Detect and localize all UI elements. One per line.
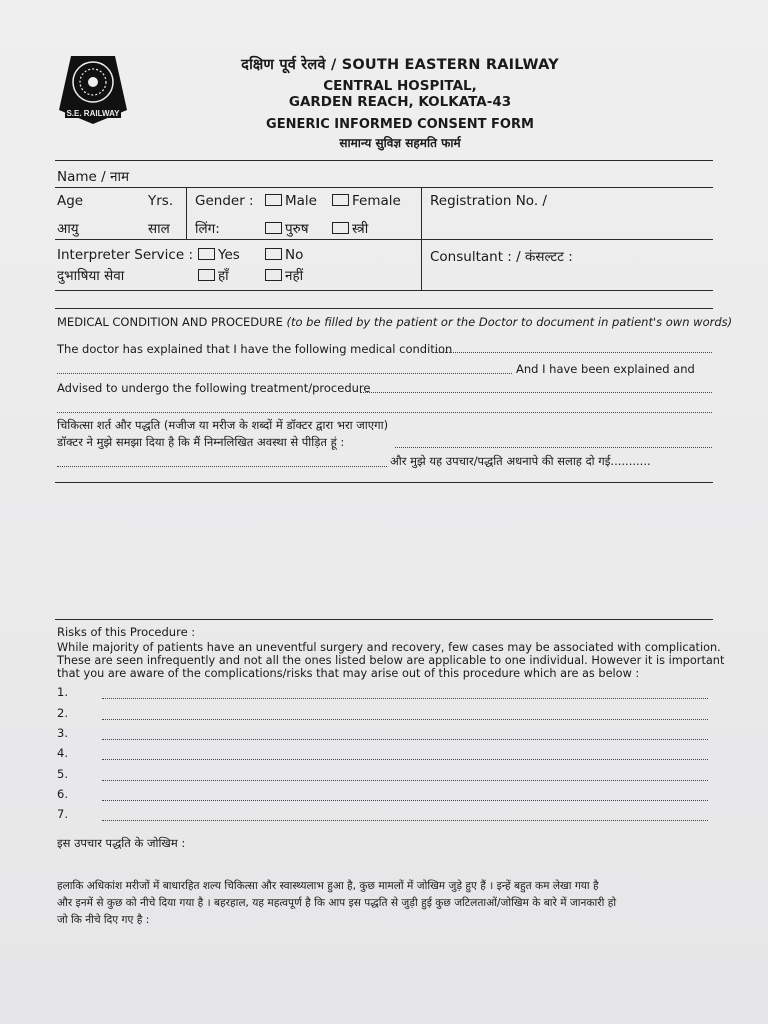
risks-hindi-line: हलाकि अधिकांश मरीजों में बाधारहित शल्य चिकित्सा और स्वास्थ्यलाभ हुआ है, कुछ मामलों में जोखिम जुड़े हुए हैं । इन्हें बहुत कम लेखा गया है [57,880,599,892]
risks-heading: Risks of this Procedure : [57,625,196,639]
risk-item-field[interactable] [102,759,708,760]
gender-label-hindi: लिंग: [195,221,220,237]
female-checkbox[interactable] [332,194,349,206]
medical-heading-note: (to be filled by the patient or the Doctor to document in patient's own words) [286,315,733,329]
address-line: GARDEN REACH, KOLKATA-43 [288,94,512,110]
risk-item-number: 7. [57,807,68,821]
yrs-label: Yrs. [148,193,174,209]
male-checkbox-hindi[interactable] [265,222,282,234]
yes-label: Yes [218,247,240,263]
condition-field-hindi[interactable] [395,447,712,448]
hospital-name [180,78,620,110]
risk-item-number: 6. [57,787,68,801]
age-label-hindi: आयु [57,221,79,237]
table-row-border [55,290,713,291]
female-option[interactable] [332,193,401,209]
railway-title: दक्षिण पूर्व रेलवे / SOUTH EASTERN RAILWAY [241,57,559,73]
procedure-line-hindi: और मुझे यह उपचार/पद्धति अधनापे की सलाह दो गई........... [390,454,651,468]
section-divider [55,619,713,620]
medical-heading-text: MEDICAL CONDITION AND PROCEDURE [57,315,283,329]
form-title-hindi: सामान्य सुविज्ञ सहमति फार्म [339,136,461,150]
risks-paragraph-hindi [57,878,616,929]
table-top-border [55,160,713,161]
logo-text: S.E. RAILWAY [66,109,120,118]
risk-item-field[interactable] [102,719,708,720]
risk-item-number: 5. [57,767,68,781]
section-border [55,308,713,309]
risk-item-number: 2. [57,706,68,720]
registration-label: Registration No. / [430,193,547,209]
risk-item-field[interactable] [102,820,708,821]
female-checkbox-hindi[interactable] [332,222,349,234]
risks-para-line: While majority of patients have an uneventful surgery and recovery, few cases may be associated with complication. [57,641,721,654]
procedure-field[interactable] [360,392,712,393]
male-label: Male [285,193,317,209]
medical-heading-hindi: चिकित्सा शर्त और पद्धति (मजीज या मरीज के शब्दों में डॉक्टर द्वारा भरा जाएगा) [57,418,389,432]
female-label: Female [352,193,401,209]
risk-item-field[interactable] [102,698,708,699]
gender-label: Gender : [195,193,254,209]
procedure-line: Advised to undergo the following treatment/procedure [57,381,371,395]
consultant-label: Consultant : / कंसल्टट : [430,249,573,265]
name-label: Name / नाम [57,169,130,185]
risks-heading-hindi: इस उपचार पद्धति के जोखिम : [57,836,186,850]
male-option-hindi[interactable] [265,219,309,237]
risks-hindi-line: जो कि नीचे दिए गए है : [57,914,150,926]
risk-item-number: 4. [57,746,68,760]
no-option[interactable] [265,247,303,263]
condition-field-continued[interactable] [57,373,512,374]
risk-item-number: 1. [57,685,68,699]
condition-line: The doctor has explained that I have the following medical condition [57,342,453,356]
risks-hindi-line: और इनमें से कुछ को नीचे दिया गया है । बहरहाल, यह महत्वपूर्ण है कि आप इस पद्धति से जुड़ी हुई कुछ जटिलताओं/जोखिम के बारे में जानकारी हो [57,897,617,909]
no-label: No [285,247,304,263]
yes-label-hindi: हाँ [218,268,229,284]
no-checkbox[interactable] [265,248,282,260]
yes-option-hindi[interactable] [198,266,229,284]
male-checkbox[interactable] [265,194,282,206]
cell-divider [186,187,187,239]
yrs-label-hindi: साल [148,221,170,237]
form-title: GENERIC INFORMED CONSENT FORM [266,117,534,132]
interpreter-label-hindi: दुभाषिया सेवा [57,268,125,284]
risk-item-field[interactable] [102,739,708,740]
no-label-hindi: नहीं [285,268,304,284]
condition-field-hindi-continued[interactable] [57,466,387,467]
risks-paragraph [57,641,724,680]
procedure-field-continued[interactable] [57,412,712,413]
no-option-hindi[interactable] [265,266,303,284]
risk-item-field[interactable] [102,800,708,801]
female-option-hindi[interactable] [332,219,368,237]
risk-item-field[interactable] [102,780,708,781]
male-option[interactable] [265,193,317,209]
railway-logo [57,52,129,126]
risks-para-line: that you are aware of the complications/risks that may arise out of this procedure which are as below : [57,667,640,680]
cell-divider [421,187,422,290]
interpreter-label: Interpreter Service : [57,247,193,263]
condition-line-hindi: डॉक्टर ने मुझे समझा दिया है कि मैं निम्नलिखित अवस्था से पीड़ित हूं : [57,435,345,449]
age-label: Age [57,193,84,209]
risks-para-line: These are seen infrequently and not all the ones listed below are applicable to one individual. However it is important [57,654,725,667]
yes-option[interactable] [198,247,240,263]
yes-checkbox[interactable] [198,248,215,260]
yes-checkbox-hindi[interactable] [198,269,215,281]
no-checkbox-hindi[interactable] [265,269,282,281]
medical-heading [57,315,732,329]
condition-field[interactable] [432,352,712,353]
section-divider [55,482,713,483]
table-row-border [55,187,713,188]
male-label-hindi: पुरुष [285,221,309,237]
explained-line: And I have been explained and [516,362,695,376]
table-row-border [55,239,713,240]
female-label-hindi: स्त्री [352,221,369,237]
risk-item-number: 3. [57,726,68,740]
hospital-line: CENTRAL HOSPITAL, [323,78,477,94]
